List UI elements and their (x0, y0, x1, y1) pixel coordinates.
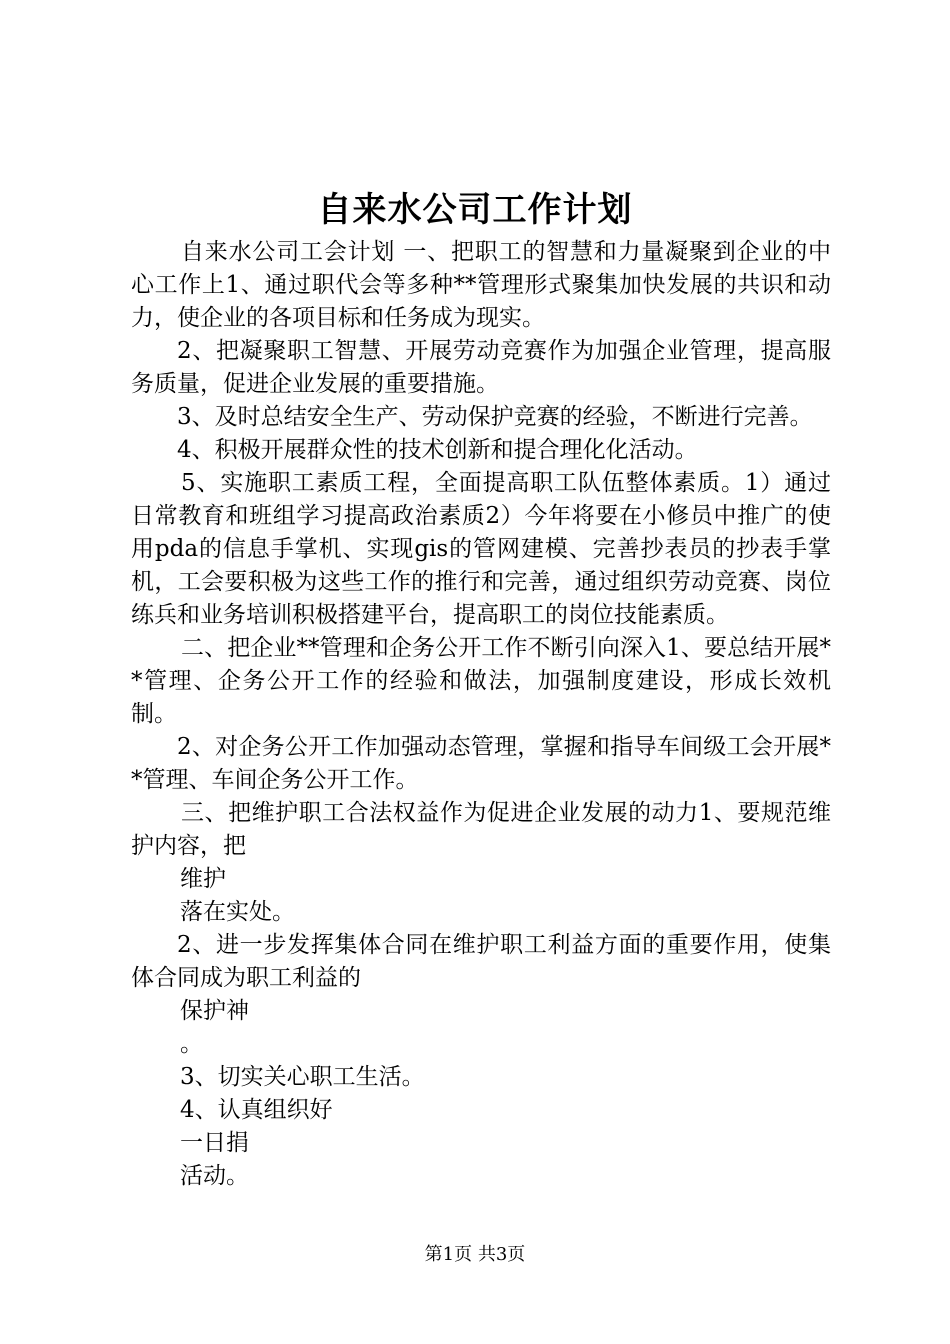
paragraph-fragment: 维护 (180, 866, 226, 892)
document-title: 自来水公司工作计划 (317, 190, 633, 230)
paragraph: 4、认真组织好 (180, 1097, 333, 1123)
paragraph: 自来水公司工会计划 一、把职工的智慧和力量凝聚到企业的中心工作上1、通过职代会等多种**管理形式聚集加快发展的共识和动力，使企业的各项目标和任务成为现实。 (131, 239, 831, 331)
paragraph-fragment: 一日捐 (180, 1130, 249, 1156)
paragraph-fragment: 活动。 (180, 1163, 249, 1189)
paragraph-fragment: 落在实处。 (180, 899, 295, 925)
paragraph: 5、实施职工素质工程，全面提高职工队伍整体素质。1）通过日常教育和班组学习提高政治素质2）今年将要在小修员中推广的使用pda的信息手掌机、实现gis的管网建模、完善抄表员的抄表手掌机，工会要积极为这些工作的推行和完善，通过组织劳动竞赛、岗位练兵和业务培训积极搭建平台，提高职工的岗位技能素质。 (131, 470, 831, 628)
paragraph: 3、切实关心职工生活。 (180, 1064, 425, 1090)
paragraph: 3、及时总结安全生产、劳动保护竞赛的经验，不断进行完善。 (177, 404, 813, 430)
document-body (131, 236, 831, 1193)
paragraph: 4、积极开展群众性的技术创新和提合理化化活动。 (177, 437, 698, 463)
paragraph-fragment: 保护神 (180, 998, 249, 1024)
paragraph: 2、进一步发挥集体合同在维护职工利益方面的重要作用，使集体合同成为职工利益的 (131, 932, 831, 991)
paragraph: 三、把维护职工合法权益作为促进企业发展的动力1、要规范维护内容，把 (131, 800, 831, 859)
paragraph-fragment: 。 (180, 1031, 203, 1057)
page-footer: 第1页 共3页 (424, 1244, 526, 1265)
paragraph: 2、把凝聚职工智慧、开展劳动竞赛作为加强企业管理，提高服务质量，促进企业发展的重要措施。 (131, 338, 831, 397)
paragraph: 2、对企务公开工作加强动态管理，掌握和指导车间级工会开展**管理、车间企务公开工作。 (131, 734, 831, 793)
paragraph: 二、把企业**管理和企务公开工作不断引向深入1、要总结开展**管理、企务公开工作的经验和做法，加强制度建设，形成长效机制。 (131, 635, 831, 727)
